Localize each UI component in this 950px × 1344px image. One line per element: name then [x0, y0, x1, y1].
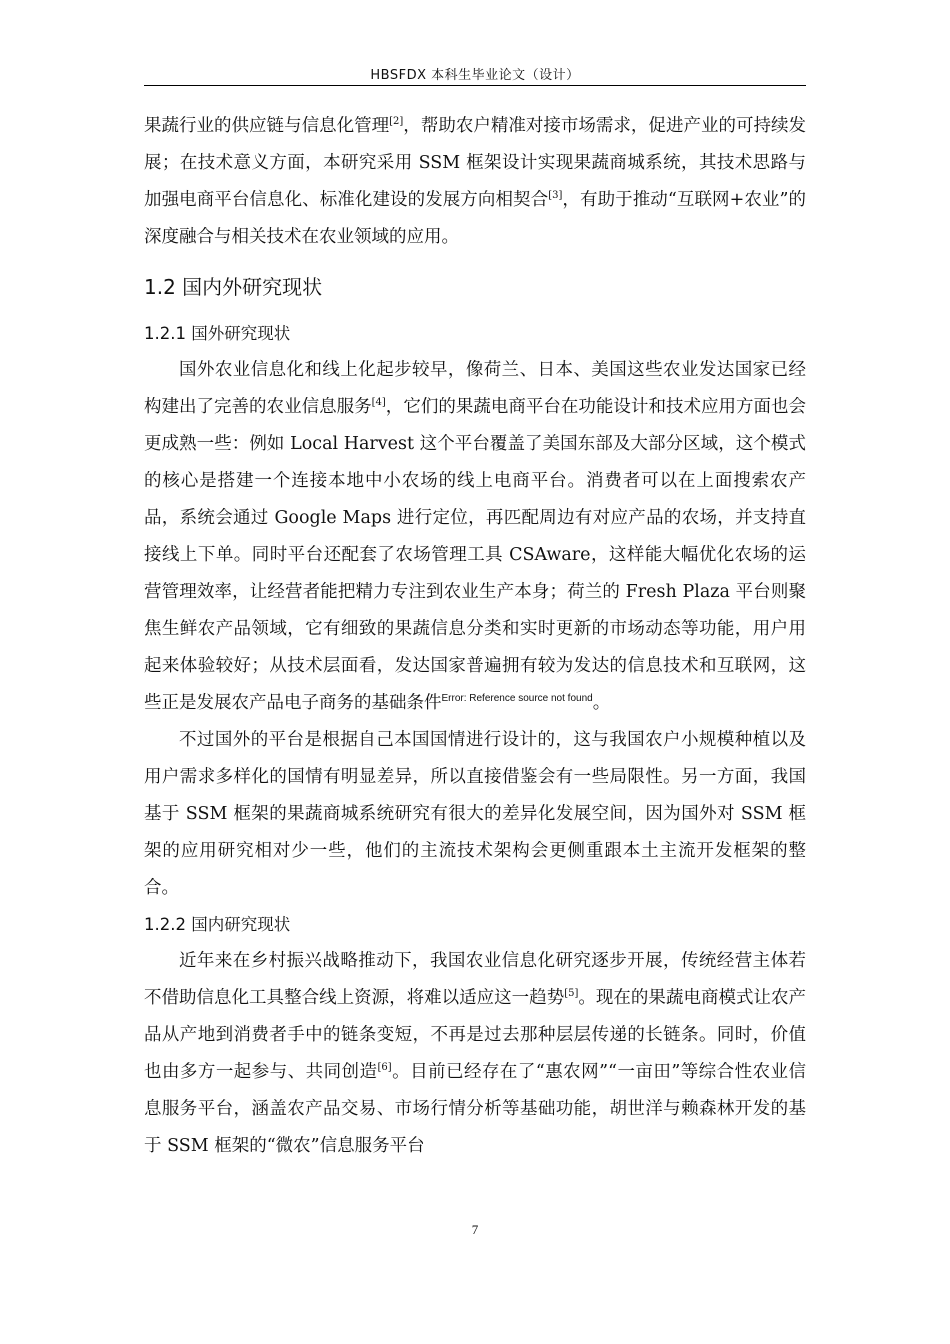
citation[interactable]: [6] [377, 1062, 392, 1074]
paragraph-text: 。目前已经存在了“惠农网”“一亩田”等综合性农业信息服务平台，涵盖农产品交易、市场行情分析等基础功能，胡世洋与赖森林开发的基于 SSM 框架的“微农”信息服务平台 [144, 1062, 806, 1156]
citation[interactable]: [3] [548, 190, 563, 202]
paragraph-text: ，它们的果蔬电商平台在功能设计和技术应用方面也会更成熟一些：例如 Local Harvest 这个平台覆盖了美国东部及大部分区域，这个模式的核心是搭建一个连接本地中小农场的线上电商平台。消费者可以在上面搜索农产品，系统会通过 Google Maps 进行定位，再匹配周边有对应产品的农场，并支持直接线上下单。同时平台还配套了农场管理工具 CSAware，这样能大幅优化农场的运营管理效率，让经营者能把精力专注到农业生产本身；荷兰的 Fresh Plaza 平台则聚焦生鲜农产品领域，它有细致的果蔬信息分类和实时更新的市场动态等功能，用户用起来体验较好；从技术层面看，发达国家普遍拥有较为发达的信息技术和互联网，这些正是发展农产品电子商务的基础条件 [144, 397, 807, 713]
broken-reference: Error: Reference source not found [441, 693, 593, 705]
paragraph-text: ，帮助农户精准对接市场需求，促进产业的可持续发展；在技术意义方面，本研究采用 SSM 框架设计实现果蔬商城系统，其技术思路与加强电商平台信息化、标准化建设的发展方向相契合 [144, 116, 806, 210]
citation[interactable]: [4] [371, 397, 386, 409]
paragraph [144, 722, 806, 907]
running-header: HBSFDX 本科生毕业论文（设计） [370, 68, 580, 83]
section-heading: 1.2 国内外研究现状 [144, 275, 323, 299]
paragraph-text: 。 [592, 693, 611, 713]
paragraph-text: 近年来在乡村振兴战略推动下，我国农业信息化研究逐步开展，传统经营主体若不借助信息化工具整合线上资源，将难以适应这一趋势 [144, 951, 806, 1008]
paragraph-text: 。现在的果蔬电商模式让农产品从产地到消费者手中的链条变短，不再是过去那种层层传递的长链条。同时，价值也由多方一起参与、共同创造 [144, 988, 807, 1082]
page-body [144, 108, 806, 1165]
citation[interactable]: [5] [564, 988, 579, 1000]
paragraph-text: 国外农业信息化和线上化起步较早，像荷兰、日本、美国这些农业发达国家已经构建出了完善的农业信息服务 [144, 360, 806, 417]
paragraph-text: ，有助于推动“互联网+农业”的深度融合与相关技术在农业领域的应用。 [144, 190, 807, 247]
subsection-heading: 1.2.2 国内研究现状 [144, 915, 291, 934]
header-rule [144, 85, 806, 86]
page-number: 7 [471, 1222, 479, 1237]
paragraph-text: 果蔬行业的供应链与信息化管理 [144, 116, 390, 136]
paragraph [144, 943, 806, 1165]
subsection-heading: 1.2.1 国外研究现状 [144, 324, 291, 343]
paragraph-text: 不过国外的平台是根据自己本国国情进行设计的，这与我国农户小规模种植以及用户需求多样化的国情有明显差异，所以直接借鉴会有一些局限性。另一方面，我国基于 SSM 框架的果蔬商城系统研究有很大的差异化发展空间，因为国外对 SSM 框架的应用研究相对少一些，他们的主流技术架构会更侧重跟本土主流开发框架的整合。 [144, 730, 806, 898]
citation[interactable]: [2] [389, 116, 404, 128]
paragraph [144, 108, 806, 256]
paragraph [144, 352, 806, 722]
